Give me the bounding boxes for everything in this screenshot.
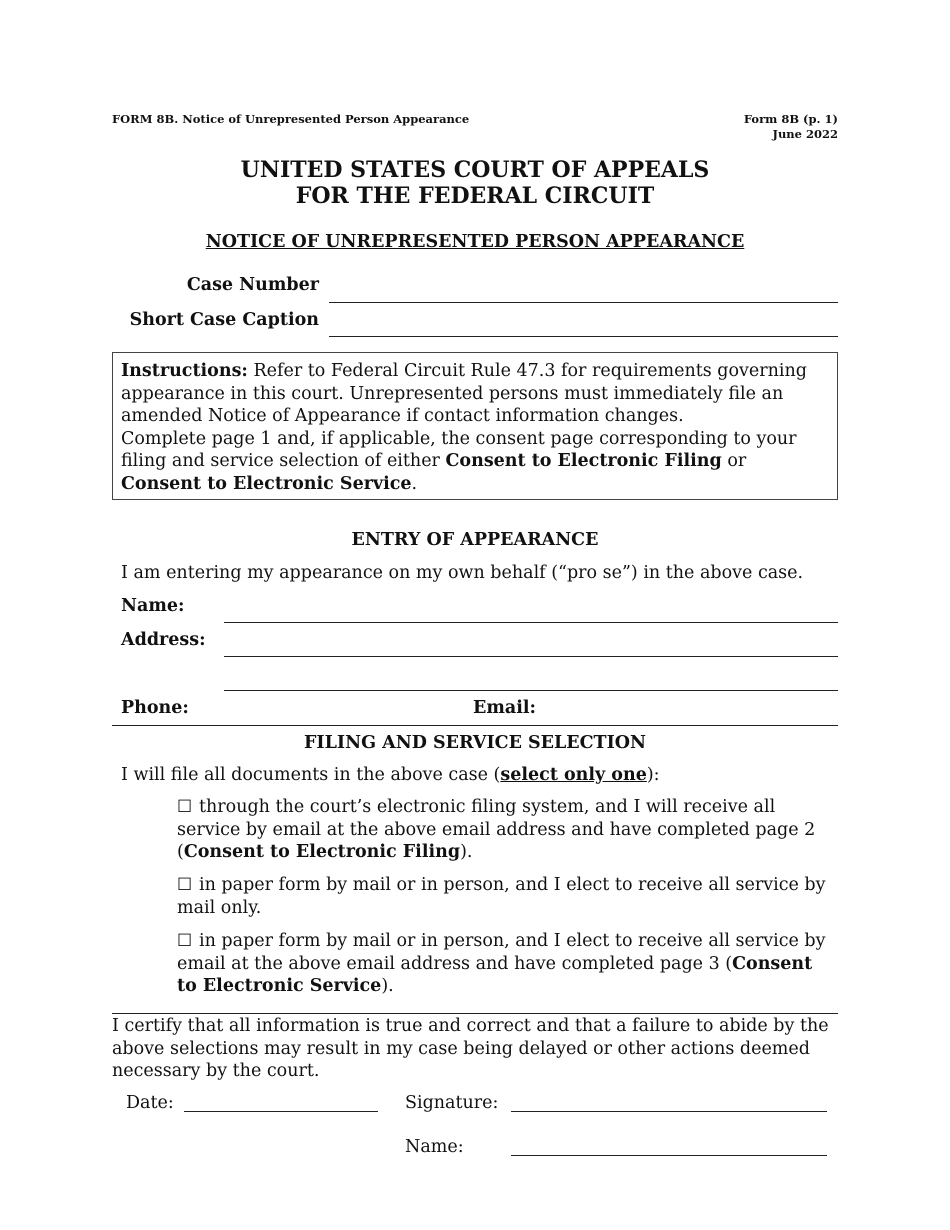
section-divider [112, 1013, 838, 1014]
certify-text: I certify that all information is true and correct and that a failure to abide by the above selections may result in my case being delayed or other actions deemed necessary by the court. [112, 1016, 829, 1081]
address-field-line1[interactable] [224, 656, 838, 657]
email-label: Email: [473, 698, 536, 718]
court-title-line1: UNITED STATES COURT OF APPEALS [240, 157, 710, 183]
signer-name-label: Name: [405, 1137, 464, 1157]
address-label: Address: [121, 630, 206, 650]
phone-email-field[interactable] [112, 725, 838, 726]
selection-option-electronic-service[interactable] [177, 930, 832, 998]
option-end: ). [460, 842, 473, 862]
selection-option-paper-mail[interactable] [177, 874, 832, 919]
notice-title: NOTICE OF UNREPRESENTED PERSON APPEARANCE [205, 232, 745, 252]
instructions-text-2: Complete page 1 and, if applicable, the consent page corresponding to your filing and service selection of either [121, 428, 797, 471]
case-caption-field[interactable] [329, 336, 838, 337]
checkbox-icon[interactable]: ☐ [177, 875, 193, 895]
case-number-field[interactable] [329, 302, 838, 303]
form-page-info [744, 112, 838, 141]
form-page: Form 8B (p. 1) [743, 112, 838, 126]
option-bold: Consent to Electronic Service [177, 953, 813, 996]
selection-intro-emphasis: select only one [500, 765, 647, 785]
address-field-line2[interactable] [224, 690, 838, 691]
entry-statement: I am entering my appearance on my own behalf (“pro se”) in the above case. [121, 563, 804, 583]
entry-title: ENTRY OF APPEARANCE [351, 530, 599, 550]
checkbox-icon[interactable]: ☐ [177, 797, 193, 817]
case-caption-label: Short Case Caption [129, 310, 319, 330]
instructions-bold-1: Consent to Electronic Filing [445, 451, 722, 471]
form-date: June 2022 [772, 126, 838, 141]
instructions-bold-2: Consent to Electronic Service [121, 473, 412, 494]
selection-option-electronic-filing[interactable] [177, 796, 832, 864]
name-label: Name: [121, 596, 185, 616]
date-label: Date: [126, 1093, 174, 1113]
instructions-box [112, 352, 838, 500]
selection-intro-post: ): [646, 765, 660, 785]
instructions-lead: Instructions: [121, 361, 248, 381]
instructions-paragraph-2 [121, 428, 829, 496]
form-name: FORM 8B. Notice of Unrepresented Person Appearance [112, 112, 470, 126]
checkbox-icon[interactable]: ☐ [177, 931, 193, 951]
name-field[interactable] [224, 622, 838, 623]
instructions-paragraph-1 [121, 360, 829, 428]
option-text: through the court’s electronic filing system, and I will receive all service by email at the above email address and have completed page 2 ( [177, 797, 816, 862]
instructions-text-1: Refer to Federal Circuit Rule 47.3 for requirements governing appearance in this court. Unrepresented persons must immediately file an amended Notice of Appearance if contact information changes. [121, 361, 807, 426]
option-bold: Consent to Electronic Filing [183, 842, 461, 862]
option-text: in paper form by mail or in person, and I elect to receive all service by mail only. [177, 875, 826, 918]
instructions-or: or [721, 451, 747, 471]
signature-label: Signature: [405, 1093, 499, 1113]
selection-title: FILING AND SERVICE SELECTION [304, 733, 646, 753]
signer-name-field[interactable] [511, 1155, 827, 1156]
instructions-end: . [411, 473, 418, 494]
selection-intro-pre: I will file all documents in the above case ( [121, 765, 501, 785]
court-title [0, 157, 950, 209]
selection-intro [121, 764, 660, 787]
court-title-line2: FOR THE FEDERAL CIRCUIT [295, 183, 655, 209]
option-end: ). [381, 976, 394, 996]
case-number-label: Case Number [186, 275, 319, 295]
phone-label: Phone: [121, 698, 189, 718]
date-field[interactable] [184, 1111, 378, 1112]
option-text: in paper form by mail or in person, and I elect to receive all service by email at the above email address and have completed page 3 ( [177, 931, 826, 974]
signature-field[interactable] [511, 1111, 827, 1112]
